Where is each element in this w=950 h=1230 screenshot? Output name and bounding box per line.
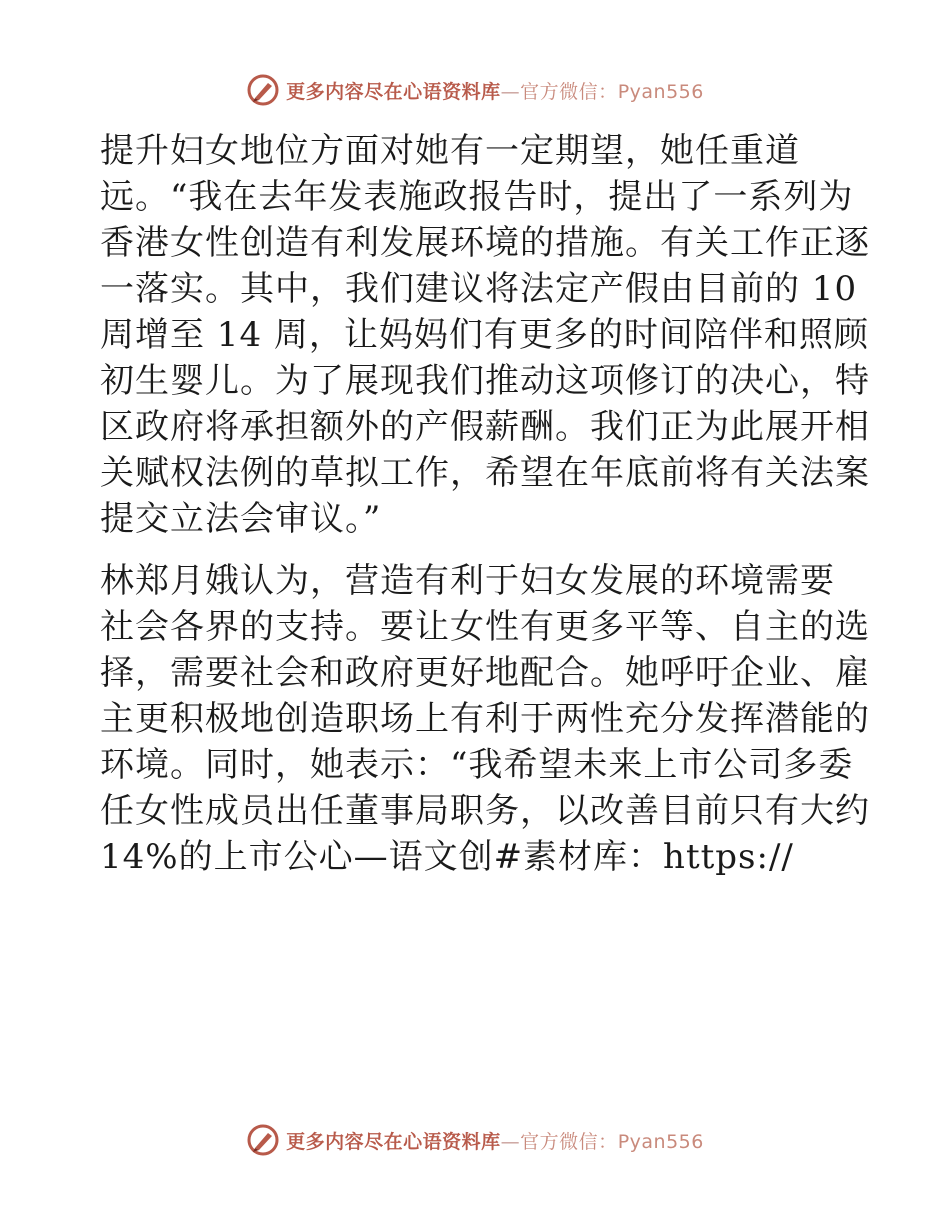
header-banner — [0, 70, 950, 110]
text-line: 初生婴儿。为了展现我们推动这项修订的决心，特 — [100, 361, 870, 401]
footer-banner — [0, 1120, 950, 1160]
text-line: 任女性成员出任董事局职务，以改善目前只有大约 — [100, 791, 870, 831]
header-banner-separator: — — [500, 80, 521, 103]
pen-logo-icon — [246, 73, 280, 107]
text-line: 环境。同时，她表示：“我希望未来上市公司多委 — [100, 745, 854, 785]
header-banner-label: 官方微信： — [520, 80, 618, 103]
header-banner-wechat: Pyan556 — [617, 80, 704, 103]
text-line: 林郑月娥认为，营造有利于妇女发展的环境需要 — [100, 561, 835, 601]
paragraph-1 — [100, 128, 870, 542]
footer-banner-prefix: 更多内容尽在心语资料库 — [286, 1130, 501, 1153]
footer-banner-inner — [246, 1123, 704, 1157]
text-line: 周增至 14 周，让妈妈们有更多的时间陪伴和照顾 — [100, 315, 869, 355]
header-banner-text — [286, 77, 704, 104]
footer-banner-label: 官方微信： — [520, 1130, 618, 1153]
text-line: 关赋权法例的草拟工作，希望在年底前将有关法案 — [100, 453, 870, 493]
text-line: 14%的上市公心—语文创#素材库：https:// — [100, 837, 794, 877]
pen-logo-icon — [246, 1123, 280, 1157]
text-line: 提升妇女地位方面对她有一定期望，她任重道 — [100, 131, 800, 171]
text-line: 香港女性创造有利发展环境的措施。有关工作正逐 — [100, 223, 870, 263]
header-banner-prefix: 更多内容尽在心语资料库 — [286, 80, 501, 103]
text-line: 一落实。其中，我们建议将法定产假由目前的 10 — [100, 269, 858, 309]
footer-banner-separator: — — [500, 1130, 521, 1153]
text-line: 提交立法会审议。” — [100, 499, 382, 539]
header-banner-inner — [246, 73, 704, 107]
footer-banner-wechat: Pyan556 — [617, 1130, 704, 1153]
text-line: 区政府将承担额外的产假薪酬。我们正为此展开相 — [100, 407, 870, 447]
document-body — [100, 128, 870, 880]
text-line: 远。“我在去年发表施政报告时，提出了一系列为 — [100, 177, 854, 217]
footer-banner-text — [286, 1127, 704, 1154]
text-line: 社会各界的支持。要让女性有更多平等、自主的选 — [100, 607, 870, 647]
text-line: 择，需要社会和政府更好地配合。她呼吁企业、雇 — [100, 653, 870, 693]
paragraph-2 — [100, 558, 870, 880]
text-line: 主更积极地创造职场上有利于两性充分发挥潜能的 — [100, 699, 870, 739]
